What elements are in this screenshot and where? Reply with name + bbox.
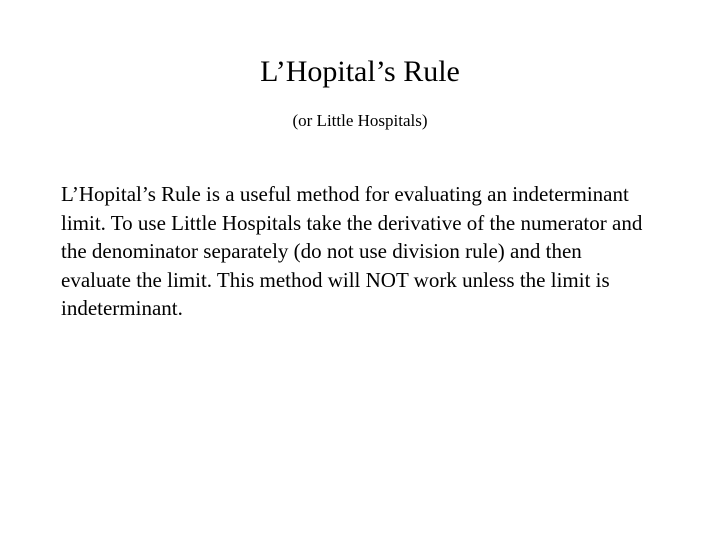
slide-title: L’Hopital’s Rule	[260, 55, 460, 88]
slide-subtitle: (or Little Hospitals)	[292, 111, 428, 130]
body-paragraph: L’Hopital’s Rule is a useful method for evaluating an indeterminant limit. To use Little Hospitals take the derivative of the numerator and the denominator separately (do not use division rule) and then evaluate the limit. This method will NOT work unless the limit is indeterminant.	[61, 182, 643, 320]
